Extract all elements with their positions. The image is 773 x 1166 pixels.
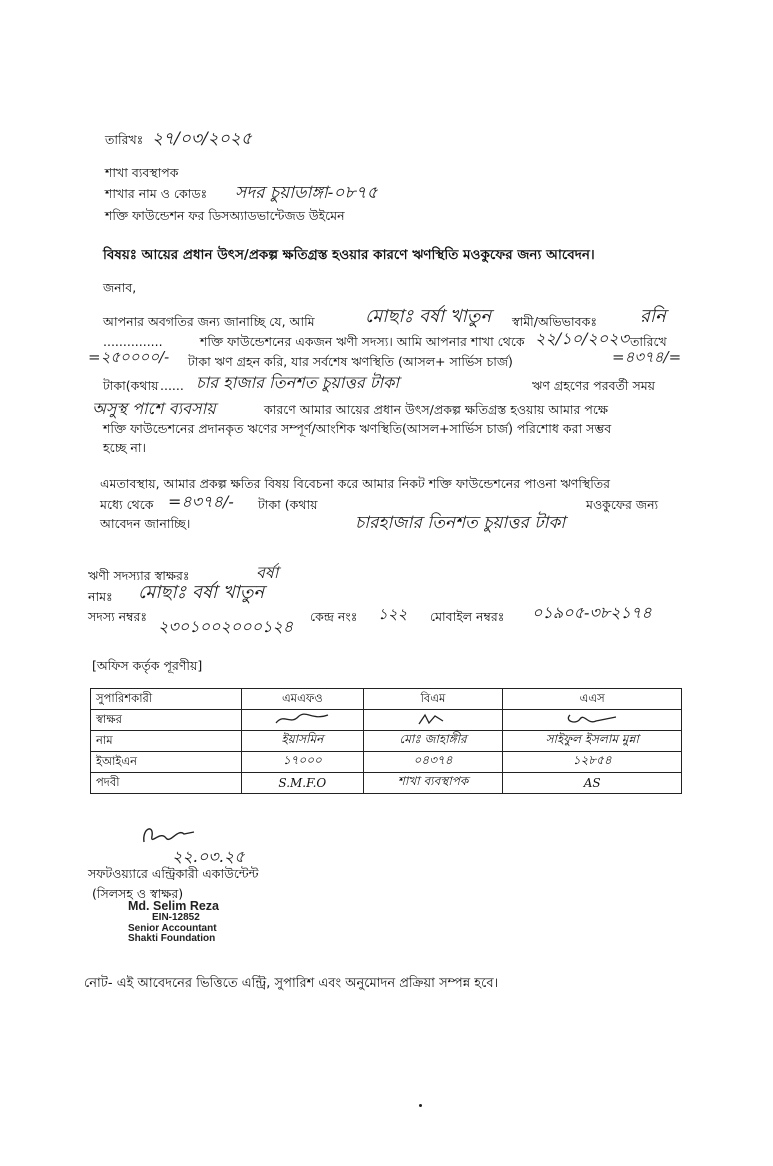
salutation: জনাব, [103, 280, 137, 295]
office-section-title: [অফিস কর্তৃক পূরণীয়] [92, 658, 203, 673]
loan-date: ২২/১০/২০২৩ [535, 329, 629, 348]
table-cell: ১৭০০০ [242, 752, 364, 773]
dotted-fill: ...... [160, 378, 184, 393]
body-text: শক্তি ফাউন্ডেশনের একজন ঋণী সদস্য। আমি আপনার শাখা থেকে [200, 334, 525, 349]
table-row [91, 689, 682, 710]
table-header: সুপারিশকারী [91, 689, 242, 710]
center-label: কেন্দ্র নংঃ [310, 609, 358, 624]
dotted-fill: ............... [103, 334, 163, 349]
table-header: এমএফও [242, 689, 364, 710]
body-text: টাকা ঋণ গ্রহন করি, যার সর্বশেষ ঋণস্থিতি (আসল+ সার্ভিস চার্জ) [188, 354, 513, 369]
table-cell: মোঃ জাহাঙ্গীর [363, 731, 503, 752]
body-text: কারণে আমার আয়ের প্রধান উৎস/প্রকল্প ক্ষতিগ্রস্ত হওয়ায় আমার পক্ষে [264, 402, 608, 417]
mobile-label: মোবাইল নম্বরঃ [430, 609, 505, 624]
scan-dot [419, 1104, 422, 1107]
note-text: নোট- এই আবেদনের ভিত্তিতে এন্ট্রি, সুপারিশ এবং অনুমোদন প্রক্রিয়া সম্পন্ন হবে। [84, 976, 499, 991]
body-text: স্বামী/অভিভাবকঃ [512, 314, 597, 329]
body-text: তারিখে [630, 334, 667, 349]
table-row [91, 773, 682, 794]
member-signature: বর্ষা [256, 563, 279, 582]
subject-line: বিষয়ঃ আয়ের প্রধান উৎস/প্রকল্প ক্ষতিগ্রস্ত হওয়ার কারণে ঋণস্থিতি মওকুফের জন্য আবেদন। [103, 247, 595, 263]
stamp-role: Senior Accountant [128, 922, 217, 934]
mobile-no: ০১৯০৫-৩৮২১৭৪ [532, 603, 652, 622]
body-text: টাকা (কথায় [258, 497, 318, 512]
body-text: আপনার অবগতির জন্য জানাচ্ছি যে, আমি [103, 314, 315, 329]
addressee-line: শাখা ব্যবস্থাপক [105, 165, 179, 180]
table-row [91, 731, 682, 752]
row-label: ইআইএন [91, 752, 242, 773]
accountant-stamp [128, 900, 219, 945]
date-label: তারিখঃ [105, 132, 144, 147]
member-signature-label: ঋণী সদস্যার স্বাক্ষরঃ [88, 568, 190, 583]
table-cell: ০৪৩৭৪ [363, 752, 503, 773]
date-value: ২৭/০৩/২০২৫ [152, 129, 252, 149]
loan-amount: =২৫০০০০/- [88, 348, 170, 366]
body-text: মধ্যে থেকে [100, 497, 154, 512]
row-label: পদবী [91, 773, 242, 794]
amount-in-words: চার হাজার তিনশত চুয়াত্তর টাকা [196, 373, 399, 392]
accountant-title: সফটওয়্যারে এন্ট্রিকারী একাউন্টেন্ট [88, 866, 259, 881]
guardian-name: রনি [640, 306, 666, 327]
organization-line: শক্তি ফাউন্ডেশন ফর ডিসঅ্যাডভান্টেজড উইমেন [105, 208, 345, 223]
table-cell: শাখা ব্যবস্থাপক [363, 773, 503, 794]
body-text: শক্তি ফাউন্ডেশনের প্রদানকৃত ঋণের সম্পূর্ণ/আংশিক ঋণস্থিতি(আসল+সার্ভিস চার্জ) পরিশোধ করা সম্ভব [103, 421, 612, 436]
signature-cell [503, 710, 682, 731]
signature-cell [363, 710, 503, 731]
branch-label: শাখার নাম ও কোডঃ [105, 186, 208, 201]
body-text: ঋণ গ্রহণের পরবর্তী সময় [532, 378, 656, 393]
table-row [91, 752, 682, 773]
branch-value: সদর চুয়াডাঙ্গা-০৮৭৫ [235, 183, 378, 203]
body-text: টাকা(কথায় [103, 378, 159, 393]
body-text: এমতাবস্থায়, আমার প্রকল্প ক্ষতির বিষয় বিবেচনা করে আমার নিকট শক্তি ফাউন্ডেশনের পাওনা ঋণস্থিতির [100, 476, 611, 491]
body-text: আবেদন জানাচ্ছি। [100, 516, 191, 531]
row-label: স্বাক্ষর [91, 710, 242, 731]
signature-mark [413, 711, 453, 727]
table-cell: সাইফুল ইসলাম মুন্না [503, 731, 682, 752]
table-cell: ১২৮৫৪ [503, 752, 682, 773]
table-cell: ইয়াসমিন [242, 731, 364, 752]
seal-label: (সিলসহ ও স্বাক্ষর) [92, 886, 184, 901]
loan-balance: =৪৩৭৪/= [612, 348, 682, 366]
stamp-ein: EIN-12852 [152, 912, 200, 924]
member-no-label: সদস্য নম্বরঃ [88, 609, 148, 624]
table-header: এএস [503, 689, 682, 710]
waive-amount-words: চারহাজার তিনশত চুয়াত্তর টাকা [355, 513, 566, 533]
member-name: মোছাঃ বর্ষা খাতুন [138, 582, 265, 603]
signature-mark [272, 711, 332, 727]
row-label: নাম [91, 731, 242, 752]
signature-mark [562, 711, 622, 727]
accountant-date: ২২.০৩.২৫ [172, 847, 245, 866]
table-header: বিএম [363, 689, 503, 710]
office-table [90, 688, 682, 794]
center-no: ১২২ [378, 605, 408, 623]
reason-text: অসুস্থ পাশে ব্যবসায় [92, 399, 216, 418]
body-text: হচ্ছে না। [103, 440, 146, 455]
table-cell: S.M.F.O [242, 773, 364, 794]
member-no: ২৩০১০০২০০০১২৪ [158, 617, 294, 636]
applicant-name: মোছাঃ বর্ষা খাতুন [365, 306, 492, 327]
body-text: মওকুফের জন্য [586, 497, 659, 512]
stamp-name: Md. Selim Reza [128, 899, 219, 913]
signature-cell [242, 710, 364, 731]
member-name-label: নামঃ [88, 589, 113, 604]
waive-amount: =৪৩৭৪/- [168, 492, 234, 511]
stamp-org: Shakti Foundation [128, 933, 216, 945]
table-cell: AS [503, 773, 682, 794]
table-row [91, 710, 682, 731]
